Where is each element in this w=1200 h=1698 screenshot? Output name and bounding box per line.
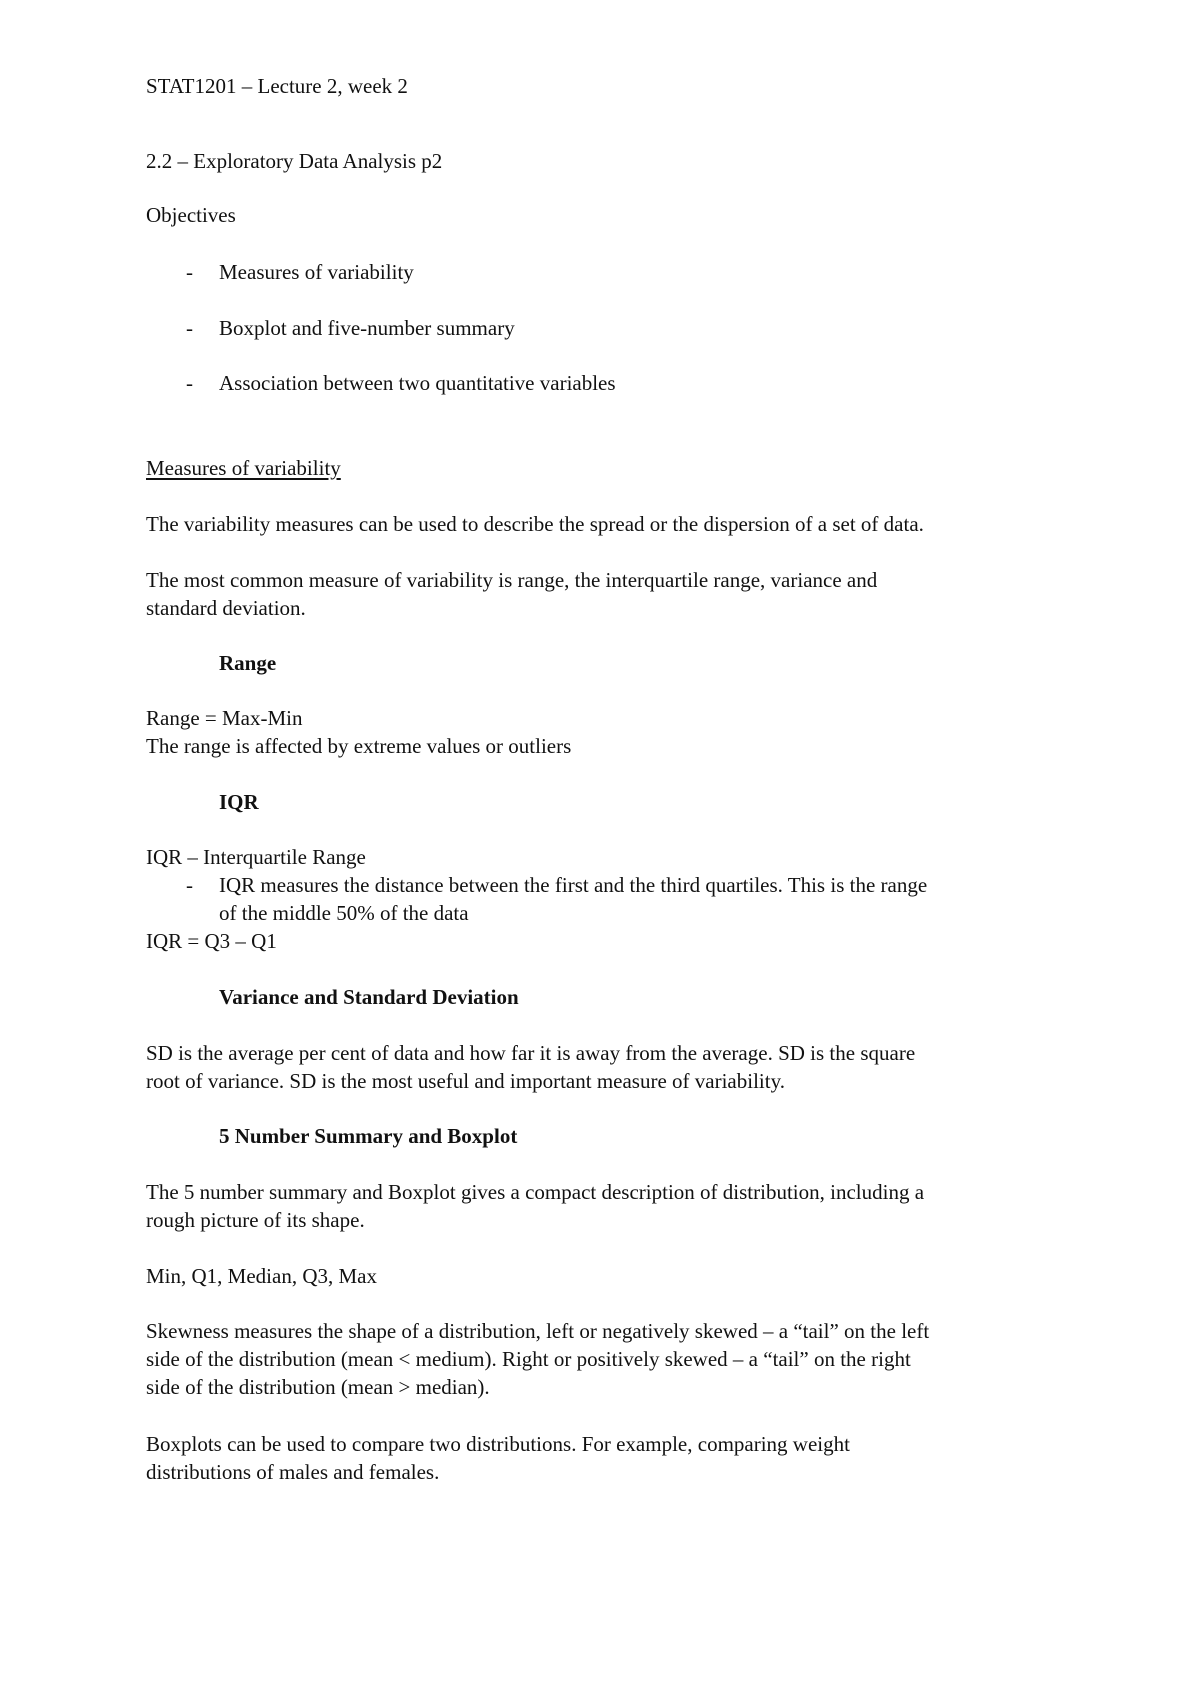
skewness-line-3: side of the distribution (mean > median). <box>146 1375 490 1399</box>
bullet-dash: - <box>186 316 193 340</box>
iqr-bullet-line-1: IQR measures the distance between the first and the third quartiles. This is the range <box>219 873 928 897</box>
variability-para-1: The variability measures can be used to describe the spread or the dispersion of a set of data. <box>146 512 924 536</box>
bullet-dash: - <box>186 371 193 395</box>
objectives-label: Objectives <box>146 203 236 227</box>
five-number-heading: 5 Number Summary and Boxplot <box>219 1124 518 1148</box>
iqr-heading: IQR <box>219 790 259 814</box>
sd-line-2: root of variance. SD is the most useful and important measure of variability. <box>146 1069 785 1093</box>
variability-heading: Measures of variability <box>146 456 341 480</box>
objective-item: Association between two quantitative variables <box>219 371 616 395</box>
objective-item: Boxplot and five-number summary <box>219 316 515 340</box>
sd-line-1: SD is the average per cent of data and how far it is away from the average. SD is the square <box>146 1041 916 1065</box>
range-note: The range is affected by extreme values or outliers <box>146 734 572 758</box>
boxplot-line-2: distributions of males and females. <box>146 1460 440 1484</box>
bullet-dash: - <box>186 873 193 897</box>
boxplot-line-1: Boxplots can be used to compare two distributions. For example, comparing weight <box>146 1432 850 1456</box>
sd-heading: Variance and Standard Deviation <box>219 985 519 1009</box>
variability-para-2-line-1: The most common measure of variability is range, the interquartile range, variance and <box>146 568 878 592</box>
five-number-para-line-2: rough picture of its shape. <box>146 1208 365 1232</box>
iqr-bullet-line-2: of the middle 50% of the data <box>219 901 469 925</box>
section-title: 2.2 – Exploratory Data Analysis p2 <box>146 149 443 173</box>
variability-para-2-line-2: standard deviation. <box>146 596 306 620</box>
five-number-list: Min, Q1, Median, Q3, Max <box>146 1264 377 1288</box>
range-formula: Range = Max-Min <box>146 706 303 730</box>
objective-item: Measures of variability <box>219 260 414 284</box>
skewness-line-1: Skewness measures the shape of a distribution, left or negatively skewed – a “tail” on the left <box>146 1319 930 1343</box>
skewness-line-2: side of the distribution (mean < medium). Right or positively skewed – a “tail” on the right <box>146 1347 911 1371</box>
course-header: STAT1201 – Lecture 2, week 2 <box>146 74 408 98</box>
range-heading: Range <box>219 651 277 675</box>
five-number-para-line-1: The 5 number summary and Boxplot gives a compact description of distribution, including a <box>146 1180 925 1204</box>
iqr-definition: IQR – Interquartile Range <box>146 845 366 869</box>
iqr-formula: IQR = Q3 – Q1 <box>146 929 277 953</box>
bullet-dash: - <box>186 260 193 284</box>
